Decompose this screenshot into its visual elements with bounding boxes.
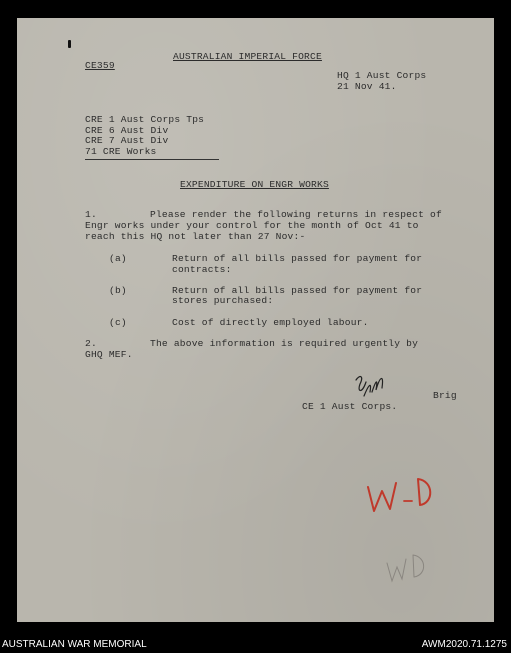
item-a-line-2: contracts: bbox=[172, 264, 232, 275]
signature-title: CE 1 Aust Corps. bbox=[302, 401, 398, 412]
subject-heading: EXPENDITURE ON ENGR WORKS bbox=[180, 179, 329, 190]
item-a-line-1: Return of all bills passed for payment for bbox=[172, 253, 423, 264]
red-wd-mark bbox=[362, 471, 434, 519]
para2-line-2: GHQ MEF. bbox=[85, 349, 133, 360]
item-a-label: (a) bbox=[109, 253, 127, 264]
hq-line-2: 21 Nov 41. bbox=[337, 81, 397, 92]
para1-line-1: Please render the following returns in respect of bbox=[150, 209, 442, 220]
para2-line-1: The above information is required urgently by bbox=[150, 338, 419, 349]
para1-number: 1. bbox=[85, 209, 97, 220]
hq-line-1: HQ 1 Aust Corps bbox=[337, 70, 427, 81]
document-page bbox=[17, 18, 494, 622]
addressee-2: CRE 6 Aust Div bbox=[85, 125, 169, 136]
addressee-3: CRE 7 Aust Div bbox=[85, 135, 169, 146]
reference-number: CE359 bbox=[85, 60, 115, 71]
signature-rank: Brig bbox=[433, 390, 457, 401]
header-title: AUSTRALIAN IMPERIAL FORCE bbox=[173, 51, 322, 62]
item-b-line-1: Return of all bills passed for payment for bbox=[172, 285, 423, 296]
addressee-1: CRE 1 Aust Corps Tps bbox=[85, 114, 205, 125]
item-c-label: (c) bbox=[109, 317, 127, 328]
pencil-wd-mark bbox=[383, 549, 431, 587]
footer-right-label: AWM2020.71.1275 bbox=[421, 639, 507, 650]
para1-line-2: Engr works under your control for the month of Oct 41 to bbox=[85, 220, 419, 231]
para1-line-3: reach this HQ not later than 27 Nov:- bbox=[85, 231, 306, 242]
addressee-4: 71 CRE Works bbox=[85, 146, 157, 157]
para2-number: 2. bbox=[85, 338, 97, 349]
addressee-rule bbox=[85, 159, 219, 160]
footer-left-label: AUSTRALIAN WAR MEMORIAL bbox=[2, 639, 147, 650]
item-b-line-2: stores purchased: bbox=[172, 295, 274, 306]
item-c-line-1: Cost of directly employed labour. bbox=[172, 317, 369, 328]
punch-mark bbox=[68, 40, 71, 48]
item-b-label: (b) bbox=[109, 285, 127, 296]
handwritten-initials bbox=[350, 370, 390, 404]
